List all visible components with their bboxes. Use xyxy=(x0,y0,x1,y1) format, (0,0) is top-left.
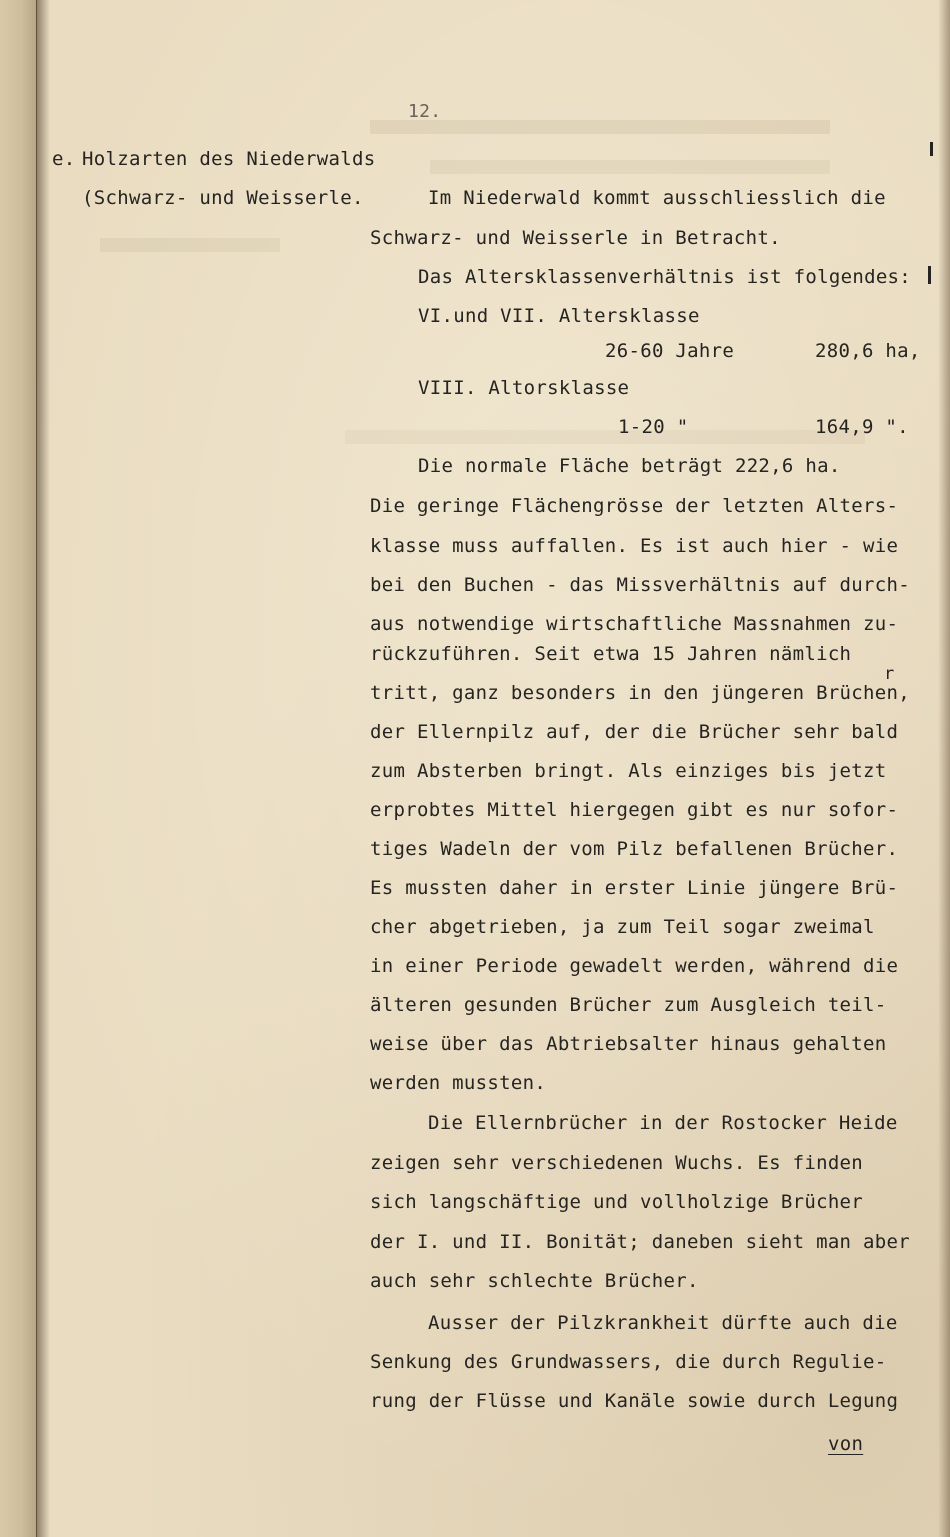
intro-line-3: Das Altersklassenverhältnis ist folgendes: xyxy=(418,266,912,288)
body-line: älteren gesunden Brücher zum Ausgleich teil- xyxy=(370,994,887,1016)
margin-mark xyxy=(930,142,933,156)
body-line: zum Absterben bringt. Als einziges bis jetzt xyxy=(370,760,887,782)
body-line: rung der Flüsse und Kanäle sowie durch Legung xyxy=(370,1390,899,1412)
body-line: erprobtes Mittel hiergegen gibt es nur sofor- xyxy=(370,799,899,821)
page-right-edge xyxy=(938,0,950,1537)
body-line: Die geringe Flächengrösse der letzten Alters- xyxy=(370,495,899,517)
intro-line-1: Im Niederwald kommt ausschliesslich die xyxy=(428,187,886,209)
body-line: weise über das Abtriebsalter hinaus gehalten xyxy=(370,1033,887,1055)
body-line: bei den Buchen - das Missverhältnis auf durch- xyxy=(370,574,910,596)
age-class-label: VIII. Altorsklasse xyxy=(418,377,630,399)
body-line: zeigen sehr verschiedenen Wuchs. Es finden xyxy=(370,1152,864,1174)
body-line: Die normale Fläche beträgt 222,6 ha. xyxy=(418,455,841,477)
body-line: der Ellernpilz auf, der die Brücher sehr bald xyxy=(370,721,899,743)
body-line: aus notwendige wirtschaftliche Massnahmen zu- xyxy=(370,613,899,635)
section-title: Holzarten des Niederwalds xyxy=(82,148,376,170)
intro-line-2: Schwarz- und Weisserle in Betracht. xyxy=(370,227,781,249)
handwritten-correction: r xyxy=(884,664,895,684)
bleed-through-texture xyxy=(345,430,865,444)
body-line: tritt, ganz besonders in den jüngeren Brüchen, xyxy=(370,682,910,704)
body-line: cher abgetrieben, ja zum Teil sogar zweimal xyxy=(370,916,875,938)
bleed-through-texture xyxy=(430,160,830,174)
binding-gutter-shadow xyxy=(36,0,50,1537)
bleed-through-texture xyxy=(100,238,280,252)
age-class-years: 26-60 Jahre xyxy=(605,340,735,362)
age-class-area: 164,9 ". xyxy=(815,416,909,438)
body-line: auch sehr schlechte Brücher. xyxy=(370,1270,699,1292)
body-line: klasse muss auffallen. Es ist auch hier - wie xyxy=(370,535,899,557)
body-line: Es mussten daher in erster Linie jüngere Brü- xyxy=(370,877,899,899)
margin-mark xyxy=(928,266,931,284)
body-line: Die Ellernbrücher in der Rostocker Heide xyxy=(428,1112,898,1134)
body-line: der I. und II. Bonität; daneben sieht man aber xyxy=(370,1231,910,1253)
body-line: tiges Wadeln der vom Pilz befallenen Brücher. xyxy=(370,838,899,860)
age-class-label: VI.und VII. Altersklasse xyxy=(418,305,700,327)
previous-page-edge xyxy=(0,0,37,1537)
body-line: rückzuführen. Seit etwa 15 Jahren nämlich xyxy=(370,643,852,665)
age-class-area: 280,6 ha, xyxy=(815,340,921,362)
body-line: sich langschäftige und vollholzige Brücher xyxy=(370,1191,864,1213)
body-line: Senkung des Grundwassers, die durch Regulie- xyxy=(370,1351,887,1373)
bleed-through-texture xyxy=(370,120,830,134)
body-line: Ausser der Pilzkrankheit dürfte auch die xyxy=(428,1312,898,1334)
catchword: von xyxy=(828,1433,864,1455)
page-number: 12. xyxy=(408,101,442,122)
age-class-years: 1-20 " xyxy=(618,416,689,438)
section-subtitle: (Schwarz- und Weisserle. xyxy=(82,187,364,209)
body-line: werden mussten. xyxy=(370,1072,547,1094)
section-marker: e. xyxy=(52,148,76,170)
body-line: in einer Periode gewadelt werden, während die xyxy=(370,955,899,977)
